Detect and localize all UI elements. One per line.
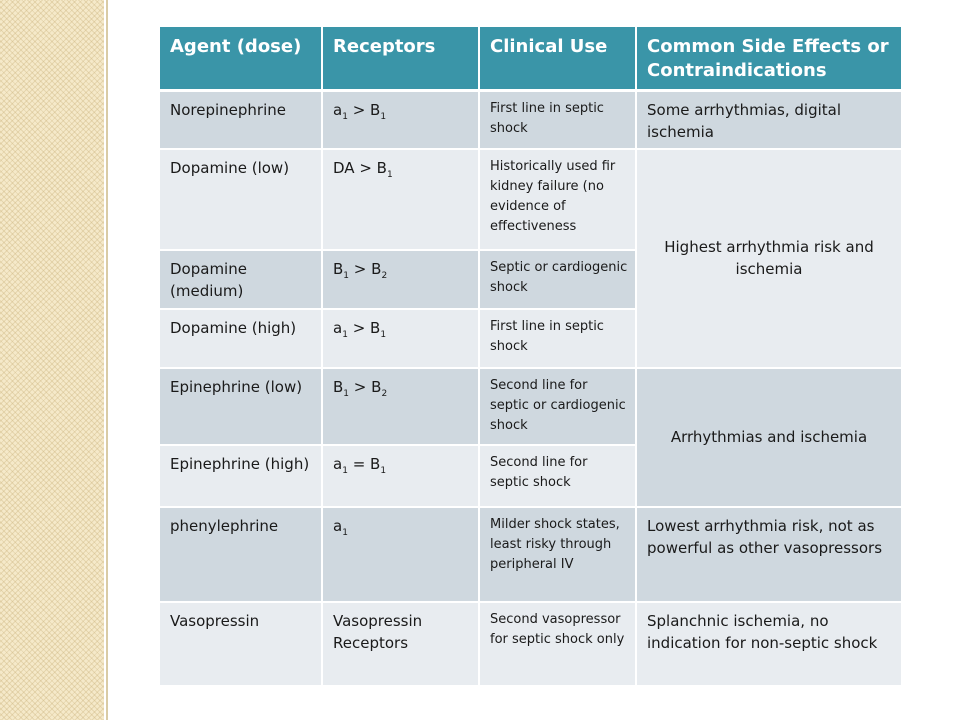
table-row	[160, 602, 902, 686]
decorative-side-band	[0, 0, 104, 720]
merged-side-effects-epinephrine: Arrhythmias and ischemia	[636, 368, 902, 507]
agent-cell: Vasopressin	[160, 602, 322, 686]
side-effects-cell: Splanchnic ischemia, no indication for non-septic shock	[636, 602, 902, 686]
receptor-cell: $a_1 > B_1$	[322, 309, 479, 368]
clinical-use-cell: Septic or cardiogenic shock	[479, 250, 636, 309]
agent-cell: Dopamine (high)	[160, 309, 322, 368]
agent-cell: Epinephrine (low)	[160, 368, 322, 445]
agent-cell: Norepinephrine	[160, 91, 322, 149]
receptor-cell: $a_1$	[322, 507, 479, 602]
merged-side-effects-dopamine: Highest arrhythmia risk and ischemia	[636, 149, 902, 368]
agent-cell: phenylephrine	[160, 507, 322, 602]
receptor-cell: $B_1 > B_2$	[322, 250, 479, 309]
receptor-cell: $B_1 > B_2$	[322, 368, 479, 445]
clinical-use-cell: First line in septic shock	[479, 91, 636, 149]
header-row	[160, 27, 902, 91]
vasopressor-table	[160, 27, 903, 687]
receptor-cell: DA > $B_1$	[322, 149, 479, 250]
receptor-cell: $a_1 > B_1$	[322, 91, 479, 149]
header-agent: Agent (dose)	[160, 27, 322, 91]
receptor-cell: $a_1 = B_1$	[322, 445, 479, 507]
clinical-use-cell: Second vasopressor for septic shock only	[479, 602, 636, 686]
clinical-use-cell: Historically used fir kidney failure (no evidence of effectiveness	[479, 149, 636, 250]
decorative-side-rule	[106, 0, 108, 720]
clinical-use-cell: Milder shock states, least risky through peripheral IV	[479, 507, 636, 602]
clinical-use-cell: Second line for septic shock	[479, 445, 636, 507]
agent-cell: Dopamine (medium)	[160, 250, 322, 309]
clinical-use-cell: Second line for septic or cardiogenic shock	[479, 368, 636, 445]
table-row	[160, 91, 902, 149]
header-receptors: Receptors	[322, 27, 479, 91]
header-side-effects: Common Side Effects or Contraindications	[636, 27, 902, 91]
table-row	[160, 149, 902, 250]
agent-cell: Dopamine (low)	[160, 149, 322, 250]
side-effects-cell: Lowest arrhythmia risk, not as powerful as other vasopressors	[636, 507, 902, 602]
side-effects-cell: Some arrhythmias, digital ischemia	[636, 91, 902, 149]
receptor-cell: Vasopressin Receptors	[322, 602, 479, 686]
agent-cell: Epinephrine (high)	[160, 445, 322, 507]
table-row	[160, 368, 902, 445]
clinical-use-cell: First line in septic shock	[479, 309, 636, 368]
header-clinical-use: Clinical Use	[479, 27, 636, 91]
table-row	[160, 507, 902, 602]
